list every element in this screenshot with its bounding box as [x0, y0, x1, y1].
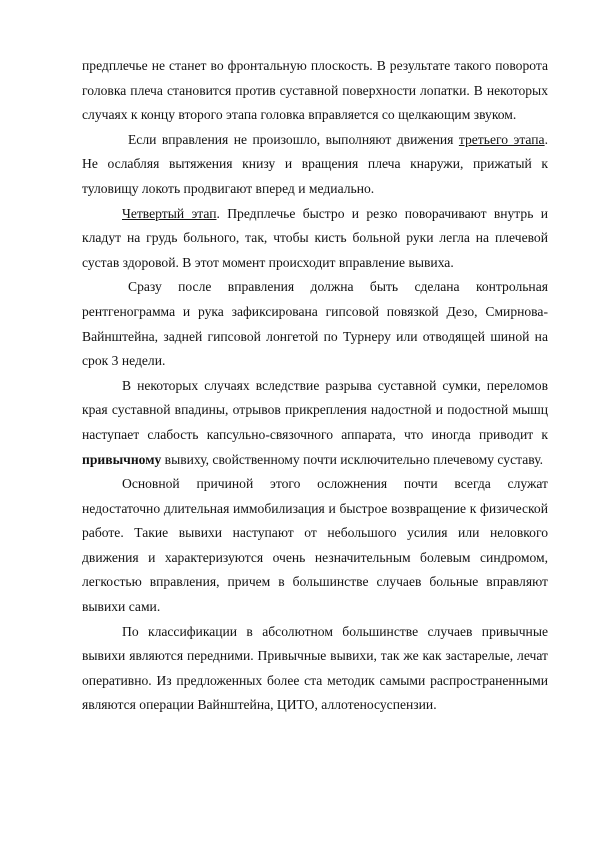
paragraph-5-text-start: В некоторых случаях вследствие разрыва суставной сумки, переломов края суставной впадины, отрывов прикрепления надостной и подостной мышц наступает слабость капсульно-связочного аппарата, что иногда приводит к — [82, 377, 548, 442]
paragraph-2 — [82, 128, 548, 202]
paragraph-5 — [82, 374, 548, 472]
paragraph-4: Сразу после вправления должна быть сделана контрольная рентгенограмма и рука зафиксирована гипсовой повязкой Дезо, Смирнова-Вайнштейна, задней гипсовой лонгетой по Турнеру или отводящей шиной на срок 3 недели. — [82, 279, 548, 369]
document-body — [82, 54, 548, 718]
fourth-stage-underlined-term: Четвертый этап — [122, 205, 217, 221]
habitual-bold-term: привычному — [82, 451, 162, 467]
paragraph-6: Основной причиной этого осложнения почти всегда служат недостаточно длительная иммобилизация и быстрое возвращение к физической работе. Такие вывихи наступают от небольшого усилия или неловкого движения и характеризуются очень незначительным болевым синдромом, легкостью вправления, причем в большинстве случаев больные вправляют вывихи сами. — [82, 476, 548, 615]
paragraph-1: предплечье не станет во фронтальную плоскость. В результате такого поворота головка плеча становится против суставной поверхности лопатки. В некоторых случаях к концу второго этапа головка вправляется со щелкающим звуком. — [82, 58, 548, 123]
paragraph-3-text: . Предплечье быстро и резко поворачивают внутрь и кладут на грудь больного, так, чтобы кисть больной руки легла на плечевой сустав здоровой. В этот момент происходит вправление вывиха. — [82, 205, 548, 270]
paragraph-2-text-start: Если вправления не произошло, выполняют движения — [128, 131, 459, 147]
paragraph-5-text-end: вывиху, свойственному почти исключительно плечевому суставу. — [161, 451, 544, 467]
paragraph-7: По классификации в абсолютном большинстве случаев привычные вывихи являются передними. Привычные вывихи, так же как застарелые, лечат оперативно. Из предложенных более ста методик самыми распространенными являются операции Вайнштейна, ЦИТО, аллотеносуспензии. — [82, 623, 548, 713]
third-stage-underlined-term: третьего этапа — [458, 131, 545, 147]
paragraph-2-text-end: . Не ослабляя вытяжения книзу и вращения плеча кнаружи, прижатый к туловищу локоть продвигают вперед и медиально. — [82, 131, 548, 196]
paragraph-3 — [82, 202, 548, 276]
